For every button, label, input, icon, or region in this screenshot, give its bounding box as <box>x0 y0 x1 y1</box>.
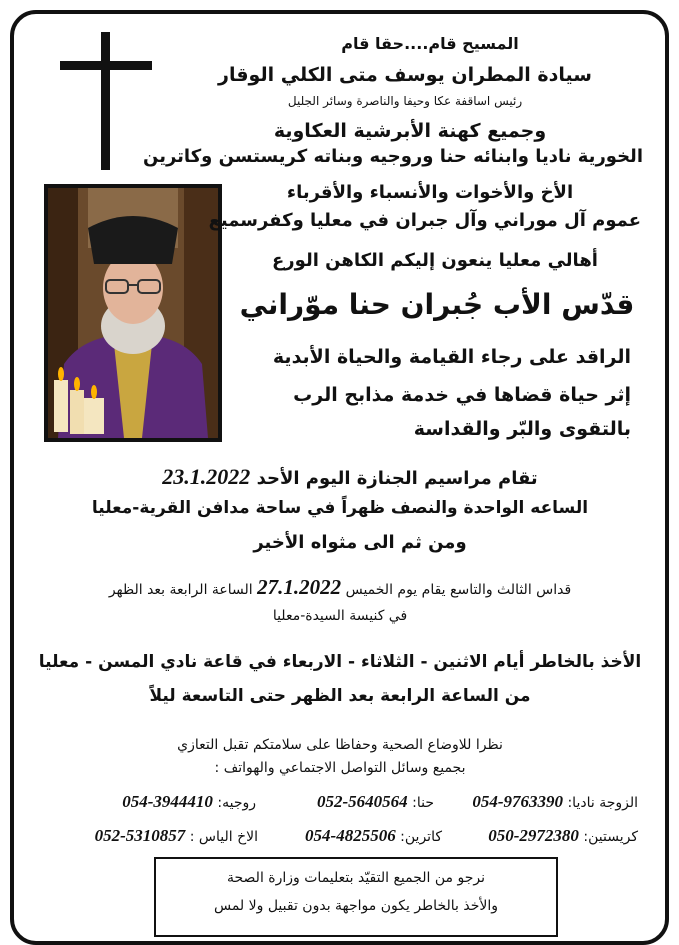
contact-phone: 054-4825506 <box>305 826 396 845</box>
clergy-line: وجميع كهنة الأبرشية العكاوية <box>273 120 547 142</box>
health-notice-box <box>154 857 558 937</box>
contact-roger <box>76 792 256 812</box>
mass-date: 27.1.2022 <box>257 575 342 599</box>
resurrection-line: المسيح قام....حقا قام <box>341 34 519 53</box>
description-line-1: الراقد على رجاء القيامة والحياة الأبدية <box>272 346 631 368</box>
mass-line-2: في كنيسة السيدة-معليا <box>272 608 408 624</box>
contact-wife <box>438 792 638 812</box>
health-line-2: بجميع وسائل التواصل الاجتماعي والهواتف : <box>214 760 466 776</box>
bishop-line: سيادة المطران يوسف متى الكلي الوقار <box>218 64 592 86</box>
mass-text-a: قداس الثالث والتاسع يقام يوم الخميس <box>345 582 572 598</box>
contact-phone: 054-3944410 <box>122 792 213 811</box>
description-line-2: إثر حياة قضاها في خدمة مذابح الرب <box>293 384 631 406</box>
contact-phone: 052-5310857 <box>94 826 186 845</box>
contact-hanna <box>284 792 434 812</box>
contact-katrine <box>272 826 442 846</box>
mass-text-b: الساعة الرابعة بعد الظهر <box>108 582 253 598</box>
notice-line-2: والأخذ بالخاطر يكون مواجهة بدون تقبيل ولا لمس <box>213 898 499 914</box>
clans-line: عموم آل موراني وآل جبران في معليا وكفرسميع <box>208 210 641 231</box>
bishop-title: رئيس اساقفة عكا وحيفا والناصرة وسائر الجليل <box>287 94 523 108</box>
deceased-name: قدّس الأب جُبران حنا موّراني <box>239 288 635 321</box>
funeral-date: 23.1.2022 <box>162 464 251 489</box>
contact-label: الاخ الياس : <box>189 829 258 845</box>
contact-phone: 052-5640564 <box>317 792 408 811</box>
contact-label: روجيه: <box>217 795 256 811</box>
notice-line-1: نرجو من الجميع التقيّد بتعليمات وزارة الصحة <box>227 870 485 886</box>
funeral-text: تقام مراسيم الجنازة اليوم الأحد <box>256 468 538 489</box>
contact-label: الزوجة ناديا: <box>567 795 638 811</box>
health-line-1: نظرا للاوضاع الصحية وحفاظا على سلامتكم تقبل التعازي <box>177 737 503 753</box>
mass-line-1 <box>40 575 640 600</box>
contact-phone: 050-2972380 <box>488 826 579 845</box>
cross-icon <box>101 32 110 170</box>
contact-christine <box>450 826 638 846</box>
condolence-line-1: الأخذ بالخاطر أيام الاثنين - الثلاثاء - الاربعاء في قاعة نادي المسن - معليا <box>38 652 642 672</box>
funeral-line-2: الساعه الواحدة والنصف ظهراً في ساحة مدافن القرية-معليا <box>91 498 589 518</box>
contact-phone: 054-9763390 <box>472 792 564 811</box>
family-line: الخورية ناديا وابنائه حنا وروجيه وبناته كريستسن وكاترين <box>143 146 643 167</box>
contact-elias <box>58 826 258 846</box>
siblings-line: الأخ والأخوات والأنسباء والأقرباء <box>286 182 574 203</box>
condolence-line-2: من الساعة الرابعة بعد الظهر حتى التاسعة ليلاً <box>149 686 531 706</box>
contact-label: كاترين: <box>400 829 442 845</box>
contact-label: حنا: <box>412 795 434 811</box>
announce-line: أهالي معليا ينعون إليكم الكاهن الورع <box>272 250 598 271</box>
description-line-3: بالتقوى والبّر والقداسة <box>413 418 631 440</box>
funeral-line-3: ومن ثم الى مثواه الأخير <box>253 532 467 553</box>
cross-icon-bar <box>60 61 152 70</box>
funeral-line-1 <box>120 464 580 490</box>
priest-portrait <box>44 184 222 442</box>
contact-label: كريستين: <box>583 829 638 845</box>
